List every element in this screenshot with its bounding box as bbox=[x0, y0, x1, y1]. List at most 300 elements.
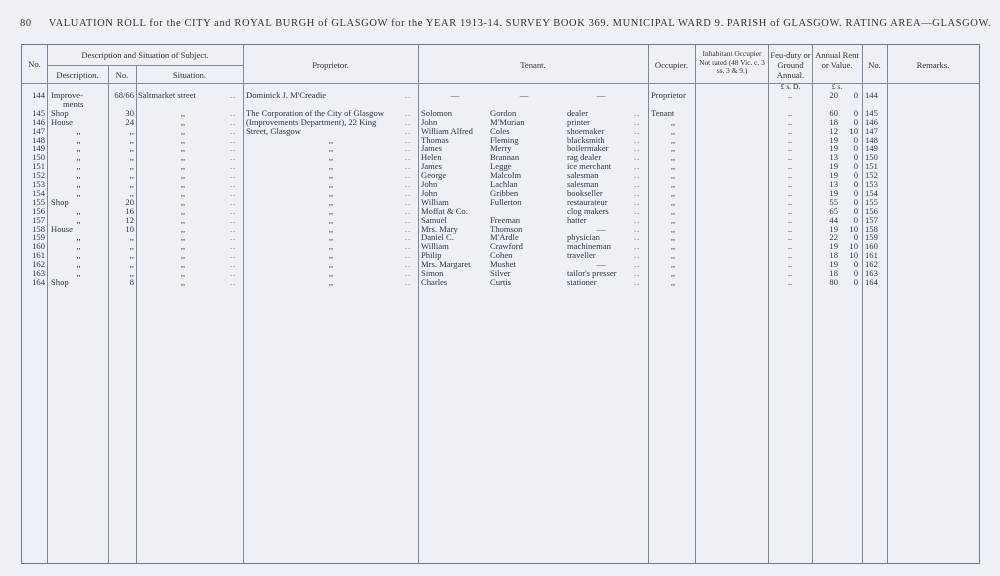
row-proprietor: The Corporation of the City of Glasgow bbox=[246, 107, 384, 118]
row-number: 157 bbox=[32, 214, 45, 225]
row-description: ,, bbox=[76, 250, 81, 261]
row-tenant-occupation: restaurateur bbox=[567, 196, 608, 207]
row-tenant-occupation: salesman bbox=[567, 170, 599, 181]
row-street-number: ,, bbox=[129, 161, 134, 172]
leader-dots: .. bbox=[405, 134, 412, 145]
leader-dots: .. bbox=[230, 161, 237, 172]
row-rent-pounds: 19 bbox=[829, 134, 838, 145]
row-tenant-first: William bbox=[421, 241, 449, 252]
row-tenant-first: John bbox=[421, 116, 438, 127]
row-number-right: 144 bbox=[865, 90, 878, 100]
leader-dots: .. bbox=[634, 232, 641, 243]
row-occupier: ,, bbox=[670, 232, 676, 243]
row-tenant-first: John bbox=[421, 179, 438, 189]
leader-dots: .. bbox=[634, 152, 641, 163]
leader-dots: .. bbox=[230, 241, 237, 252]
row-street-number: ,, bbox=[129, 125, 134, 136]
row-tenant-first: James bbox=[421, 161, 443, 172]
row-proprietor: ,, bbox=[328, 250, 334, 261]
row-tenant-first: George bbox=[421, 170, 447, 181]
row-feu-duty: .. bbox=[787, 90, 793, 100]
row-situation: ,, bbox=[180, 179, 186, 189]
row-occupier: ,, bbox=[670, 116, 676, 127]
row-occupier: ,, bbox=[670, 152, 676, 163]
row-situation: Saltmarket street bbox=[138, 90, 196, 100]
row-situation: ,, bbox=[180, 205, 186, 216]
col-rule bbox=[862, 45, 863, 563]
header-desc-group: Description and Situation of Subject. bbox=[81, 50, 209, 60]
row-rent-shillings: 10 bbox=[849, 223, 858, 234]
row-description: ,, bbox=[76, 125, 81, 136]
row-occupier: ,, bbox=[670, 143, 676, 154]
row-number-right: 155 bbox=[865, 196, 878, 207]
col-rule bbox=[243, 45, 244, 563]
row-tenant-first: Mrs. Mary bbox=[421, 223, 458, 234]
row-tenant-last: Brannan bbox=[490, 152, 520, 163]
row-tenant-last: M'Murian bbox=[490, 116, 525, 127]
leader-dots: .. bbox=[405, 196, 412, 207]
leader-dots: .. bbox=[230, 223, 237, 234]
row-situation: ,, bbox=[180, 143, 186, 154]
row-number: 147 bbox=[32, 125, 45, 136]
row-rent-shillings: 0 bbox=[853, 116, 858, 127]
row-number: 153 bbox=[32, 179, 45, 189]
row-number: 150 bbox=[32, 152, 45, 163]
leader-dots: .. bbox=[230, 143, 237, 154]
row-rule bbox=[47, 65, 243, 66]
row-tenant-last: Legge bbox=[490, 161, 512, 172]
row-description: ,, bbox=[76, 205, 81, 216]
row-number: 158 bbox=[32, 223, 45, 234]
row-number: 161 bbox=[32, 250, 45, 261]
row-proprietor: ,, bbox=[328, 143, 334, 154]
row-rent-shillings: 0 bbox=[853, 205, 858, 216]
row-proprietor: ,, bbox=[328, 214, 334, 225]
row-rent-pounds: 44 bbox=[829, 214, 838, 225]
row-feu-duty: .. bbox=[787, 205, 793, 216]
row-occupier: ,, bbox=[670, 134, 676, 145]
row-number: 160 bbox=[32, 241, 45, 252]
row-tenant-first: — bbox=[450, 90, 460, 100]
row-number-right: 151 bbox=[865, 161, 878, 172]
row-rent-shillings: 0 bbox=[853, 196, 858, 207]
leader-dots: .. bbox=[230, 259, 237, 270]
row-situation: ,, bbox=[180, 250, 186, 261]
row-proprietor: ,, bbox=[328, 179, 334, 189]
row-number-right: 150 bbox=[865, 152, 878, 163]
row-tenant-first: William Alfred bbox=[421, 125, 473, 136]
leader-dots: .. bbox=[405, 223, 412, 234]
leader-dots: .. bbox=[405, 268, 412, 278]
row-tenant-last: Silver bbox=[490, 268, 511, 278]
row-number-right: 159 bbox=[865, 232, 878, 243]
row-description: ,, bbox=[76, 214, 81, 225]
row-tenant-last: Mushet bbox=[490, 259, 516, 270]
row-rent-shillings: 0 bbox=[853, 214, 858, 225]
row-feu-duty: .. bbox=[787, 161, 793, 172]
row-tenant-first: Thomas bbox=[421, 134, 449, 145]
row-rent-shillings: 10 bbox=[849, 241, 858, 252]
row-situation: ,, bbox=[180, 259, 186, 270]
col-rule bbox=[47, 45, 48, 563]
row-street-number: 30 bbox=[125, 107, 134, 118]
row-description: ,, bbox=[76, 170, 81, 181]
row-description: ,, bbox=[76, 161, 81, 172]
row-tenant-first: Simon bbox=[421, 268, 444, 278]
row-situation: ,, bbox=[180, 268, 186, 278]
row-situation: ,, bbox=[180, 223, 186, 234]
leader-dots: .. bbox=[634, 250, 641, 261]
row-tenant-occupation: — bbox=[596, 223, 606, 234]
leader-dots: .. bbox=[634, 187, 641, 198]
header-situation: Situation. bbox=[172, 70, 207, 80]
row-number-right: 149 bbox=[865, 143, 878, 154]
row-feu-duty: .. bbox=[787, 187, 793, 198]
col-rule bbox=[648, 45, 649, 563]
leader-dots: .. bbox=[230, 250, 237, 261]
row-rent-pounds: 12 bbox=[829, 125, 838, 136]
leader-dots: .. bbox=[634, 116, 641, 127]
leader-dots: .. bbox=[405, 179, 412, 189]
row-tenant-last: — bbox=[519, 90, 529, 100]
row-tenant-last: Thomson bbox=[490, 223, 523, 234]
row-rent-shillings: 0 bbox=[853, 259, 858, 270]
row-description: Shop bbox=[51, 196, 69, 207]
row-situation: ,, bbox=[180, 125, 186, 136]
row-rent-shillings: 0 bbox=[853, 90, 858, 100]
leader-dots: .. bbox=[634, 196, 641, 207]
header-proprietor: Proprietor. bbox=[312, 60, 349, 70]
row-street-number: 24 bbox=[125, 116, 134, 127]
row-tenant-last: Freeman bbox=[490, 214, 521, 225]
row-tenant-first: Daniel C. bbox=[421, 232, 454, 243]
row-feu-duty: .. bbox=[787, 268, 793, 278]
header-remarks: Remarks. bbox=[916, 60, 950, 70]
leader-dots: .. bbox=[230, 232, 237, 243]
row-street-number: ,, bbox=[129, 268, 134, 278]
row-proprietor: ,, bbox=[328, 223, 334, 234]
row-occupier: Tenant bbox=[651, 107, 675, 118]
row-rent-pounds: 20 bbox=[829, 90, 838, 100]
leader-dots: .. bbox=[405, 143, 412, 154]
leader-dots: .. bbox=[405, 107, 412, 118]
header-no-right: No. bbox=[868, 60, 881, 70]
row-occupier: ,, bbox=[670, 250, 676, 261]
row-description: Shop bbox=[51, 276, 69, 287]
leader-dots: .. bbox=[230, 107, 237, 118]
row-tenant-last: Fleming bbox=[490, 134, 519, 145]
row-rent-pounds: 19 bbox=[829, 187, 838, 198]
row-tenant-first: Samuel bbox=[421, 214, 447, 225]
row-proprietor: ,, bbox=[328, 205, 334, 216]
row-rent-shillings: 10 bbox=[849, 125, 858, 136]
row-tenant-occupation: tailor's presser bbox=[567, 268, 617, 278]
col-rule bbox=[768, 45, 769, 563]
row-occupier: ,, bbox=[670, 276, 676, 287]
row-number-right: 145 bbox=[865, 107, 878, 118]
row-street-number: 16 bbox=[125, 205, 134, 216]
row-number: 146 bbox=[32, 116, 45, 127]
row-occupier: Proprietor bbox=[651, 90, 686, 100]
leader-dots: .. bbox=[405, 250, 412, 261]
row-tenant-occupation: boilermaker bbox=[567, 143, 609, 154]
row-number: 159 bbox=[32, 232, 45, 243]
row-proprietor: ,, bbox=[328, 152, 334, 163]
row-tenant-first: Solomon bbox=[421, 107, 453, 118]
row-proprietor: Dominick J. M'Creadie bbox=[246, 90, 327, 100]
row-feu-duty: .. bbox=[787, 134, 793, 145]
row-tenant-last: Lachlan bbox=[490, 179, 518, 189]
row-tenant-occupation: — bbox=[596, 90, 606, 100]
row-tenant-occupation: hatter bbox=[567, 214, 587, 225]
leader-dots: .. bbox=[634, 259, 641, 270]
row-description: House bbox=[51, 223, 73, 234]
row-tenant-last: Crawford bbox=[490, 241, 523, 252]
row-situation: ,, bbox=[180, 170, 186, 181]
row-number: 162 bbox=[32, 259, 45, 270]
row-feu-duty: .. bbox=[787, 152, 793, 163]
row-number-right: 158 bbox=[865, 223, 878, 234]
leader-dots: .. bbox=[634, 205, 641, 216]
row-feu-duty: .. bbox=[787, 125, 793, 136]
row-feu-duty: .. bbox=[787, 276, 793, 287]
leader-dots: .. bbox=[230, 125, 237, 136]
row-tenant-last: Gribben bbox=[490, 187, 519, 198]
row-number-right: 160 bbox=[865, 241, 878, 252]
row-rent-shillings: 0 bbox=[853, 161, 858, 172]
leader-dots: .. bbox=[634, 161, 641, 172]
row-rent-shillings: 0 bbox=[853, 232, 858, 243]
row-tenant-occupation: clog makers bbox=[567, 205, 609, 216]
row-street-number: ,, bbox=[129, 134, 134, 145]
row-number-right: 147 bbox=[865, 125, 878, 136]
header-feu-duty: Feu-duty or Ground Annual. bbox=[770, 50, 811, 80]
row-street-number: 12 bbox=[125, 214, 134, 225]
row-proprietor: ,, bbox=[328, 276, 334, 287]
row-tenant-occupation: salesman bbox=[567, 179, 599, 189]
row-rent-pounds: 13 bbox=[829, 179, 838, 189]
leader-dots: .. bbox=[405, 161, 412, 172]
row-street-number: 68/66 bbox=[114, 90, 134, 100]
row-feu-duty: .. bbox=[787, 214, 793, 225]
row-tenant-last: Cohen bbox=[490, 250, 513, 261]
row-number: 152 bbox=[32, 170, 45, 181]
row-description: ,, bbox=[76, 259, 81, 270]
row-number: 151 bbox=[32, 161, 45, 172]
row-number-right: 153 bbox=[865, 179, 878, 189]
row-tenant-last: Coles bbox=[490, 125, 510, 136]
row-rent-shillings: 0 bbox=[853, 276, 858, 287]
leader-dots: .. bbox=[405, 187, 412, 198]
row-feu-duty: .. bbox=[787, 143, 793, 154]
row-street-number: ,, bbox=[129, 179, 134, 189]
row-number-right: 148 bbox=[865, 134, 878, 145]
col-rule bbox=[695, 45, 696, 563]
row-tenant-occupation: physician bbox=[567, 232, 600, 243]
leader-dots: .. bbox=[634, 276, 641, 287]
row-street-number: ,, bbox=[129, 152, 134, 163]
row-description: ,, bbox=[76, 152, 81, 163]
header-inhabitant: Inhabitant Occupier Not rated (48 Vic. c. 3 ss. 3 & 9.) bbox=[699, 49, 765, 75]
row-tenant-occupation: printer bbox=[567, 116, 590, 127]
feu-units: £ s. D. bbox=[780, 82, 801, 91]
leader-dots: .. bbox=[405, 116, 412, 127]
row-occupier: ,, bbox=[670, 196, 676, 207]
row-number: 156 bbox=[32, 205, 45, 216]
row-rent-shillings: 0 bbox=[853, 107, 858, 118]
row-tenant-occupation: traveller bbox=[567, 250, 596, 261]
row-number-right: 156 bbox=[865, 205, 878, 216]
row-tenant-occupation: bookseller bbox=[567, 187, 603, 198]
row-feu-duty: .. bbox=[787, 196, 793, 207]
row-street-number: ,, bbox=[129, 187, 134, 198]
row-situation: ,, bbox=[180, 107, 186, 118]
row-rent-pounds: 19 bbox=[829, 143, 838, 154]
row-tenant-last: M'Ardle bbox=[490, 232, 519, 243]
row-feu-duty: .. bbox=[787, 170, 793, 181]
row-tenant-last: Malcolm bbox=[490, 170, 522, 181]
row-number-right: 157 bbox=[865, 214, 878, 225]
leader-dots: .. bbox=[405, 241, 412, 252]
row-occupier: ,, bbox=[670, 268, 676, 278]
row-situation: ,, bbox=[180, 161, 186, 172]
row-description: ,, bbox=[76, 268, 81, 278]
row-feu-duty: .. bbox=[787, 223, 793, 234]
leader-dots: .. bbox=[634, 241, 641, 252]
leader-dots: .. bbox=[634, 223, 641, 234]
row-number: 148 bbox=[32, 134, 45, 145]
row-rent-shillings: 0 bbox=[853, 170, 858, 181]
row-situation: ,, bbox=[180, 116, 186, 127]
row-number-right: 146 bbox=[865, 116, 878, 127]
row-tenant-first: Helen bbox=[421, 152, 442, 163]
leader-dots: .. bbox=[230, 116, 237, 127]
row-street-number: ,, bbox=[129, 259, 134, 270]
row-rent-pounds: 19 bbox=[829, 170, 838, 181]
row-rent-pounds: 18 bbox=[829, 116, 838, 127]
row-occupier: ,, bbox=[670, 161, 676, 172]
row-tenant-occupation: blacksmith bbox=[567, 134, 605, 145]
row-occupier: ,, bbox=[670, 214, 676, 225]
row-description: ,, bbox=[76, 187, 81, 198]
row-number-right: 164 bbox=[865, 276, 878, 287]
row-situation: ,, bbox=[180, 232, 186, 243]
row-tenant-first: James bbox=[421, 143, 443, 154]
row-situation: ,, bbox=[180, 241, 186, 252]
leader-dots: .. bbox=[230, 134, 237, 145]
leader-dots: .. bbox=[634, 125, 641, 136]
leader-dots: .. bbox=[230, 90, 237, 100]
row-description: ,, bbox=[76, 232, 81, 243]
col-rule bbox=[812, 45, 813, 563]
row-proprietor: ,, bbox=[328, 134, 334, 145]
row-rent-pounds: 65 bbox=[829, 205, 838, 216]
row-occupier: ,, bbox=[670, 179, 676, 189]
row-occupier: ,, bbox=[670, 170, 676, 181]
row-tenant-occupation: ice merchant bbox=[567, 161, 612, 172]
leader-dots: .. bbox=[405, 232, 412, 243]
row-description-cont: ments bbox=[63, 98, 84, 109]
row-proprietor: ,, bbox=[328, 161, 334, 172]
row-occupier: ,, bbox=[670, 125, 676, 136]
row-rent-pounds: 22 bbox=[829, 232, 838, 243]
row-feu-duty: .. bbox=[787, 116, 793, 127]
header-tenant: Tenant. bbox=[520, 60, 546, 70]
row-tenant-first: John bbox=[421, 187, 438, 198]
col-rule bbox=[136, 65, 137, 563]
row-proprietor: ,, bbox=[328, 259, 334, 270]
row-situation: ,, bbox=[180, 134, 186, 145]
row-street-number: ,, bbox=[129, 232, 134, 243]
row-rent-pounds: 19 bbox=[829, 161, 838, 172]
row-street-number: ,, bbox=[129, 241, 134, 252]
row-tenant-first: Philip bbox=[421, 250, 442, 261]
page-number: 80 bbox=[20, 18, 32, 29]
row-proprietor: Street, Glasgow bbox=[246, 125, 301, 136]
row-occupier: ,, bbox=[670, 241, 676, 252]
leader-dots: .. bbox=[634, 268, 641, 278]
row-number: 145 bbox=[32, 107, 45, 118]
row-feu-duty: .. bbox=[787, 232, 793, 243]
row-rent-pounds: 19 bbox=[829, 223, 838, 234]
row-tenant-first: Charles bbox=[421, 276, 448, 287]
leader-dots: .. bbox=[405, 214, 412, 225]
row-street-number: ,, bbox=[129, 170, 134, 181]
row-description: ,, bbox=[76, 241, 81, 252]
row-tenant-occupation: rag dealer bbox=[567, 152, 602, 163]
row-rent-pounds: 18 bbox=[829, 250, 838, 261]
leader-dots: .. bbox=[405, 205, 412, 216]
row-street-number: 10 bbox=[125, 223, 134, 234]
row-feu-duty: .. bbox=[787, 259, 793, 270]
row-number: 154 bbox=[32, 187, 45, 198]
header-occupier: Occupier. bbox=[654, 60, 689, 70]
row-number: 144 bbox=[32, 90, 45, 100]
row-tenant-last: Merry bbox=[490, 143, 512, 154]
row-proprietor: ,, bbox=[328, 196, 334, 207]
row-proprietor: ,, bbox=[328, 170, 334, 181]
row-rent-pounds: 13 bbox=[829, 152, 838, 163]
row-description: ,, bbox=[76, 179, 81, 189]
row-number-right: 163 bbox=[865, 268, 878, 278]
row-feu-duty: .. bbox=[787, 241, 793, 252]
row-rent-shillings: 0 bbox=[853, 152, 858, 163]
leader-dots: .. bbox=[634, 214, 641, 225]
row-number: 149 bbox=[32, 143, 45, 154]
row-situation: ,, bbox=[180, 152, 186, 163]
leader-dots: .. bbox=[405, 276, 412, 287]
row-rent-shillings: 10 bbox=[849, 250, 858, 261]
row-number-right: 161 bbox=[865, 250, 878, 261]
row-rent-shillings: 0 bbox=[853, 179, 858, 189]
leader-dots: .. bbox=[230, 170, 237, 181]
row-tenant-last: Fullerton bbox=[490, 196, 522, 207]
valuation-table bbox=[21, 44, 980, 564]
leader-dots: .. bbox=[230, 179, 237, 189]
leader-dots: .. bbox=[634, 107, 641, 118]
row-rent-shillings: 0 bbox=[853, 134, 858, 145]
leader-dots: .. bbox=[634, 170, 641, 181]
row-number: 164 bbox=[32, 276, 45, 287]
leader-dots: .. bbox=[405, 259, 412, 270]
row-situation: ,, bbox=[180, 187, 186, 198]
leader-dots: .. bbox=[405, 125, 412, 136]
row-proprietor: ,, bbox=[328, 241, 334, 252]
row-rent-pounds: 60 bbox=[829, 107, 838, 118]
leader-dots: .. bbox=[634, 143, 641, 154]
row-proprietor: (Improvements Department), 22 King bbox=[246, 116, 377, 127]
row-feu-duty: .. bbox=[787, 179, 793, 189]
